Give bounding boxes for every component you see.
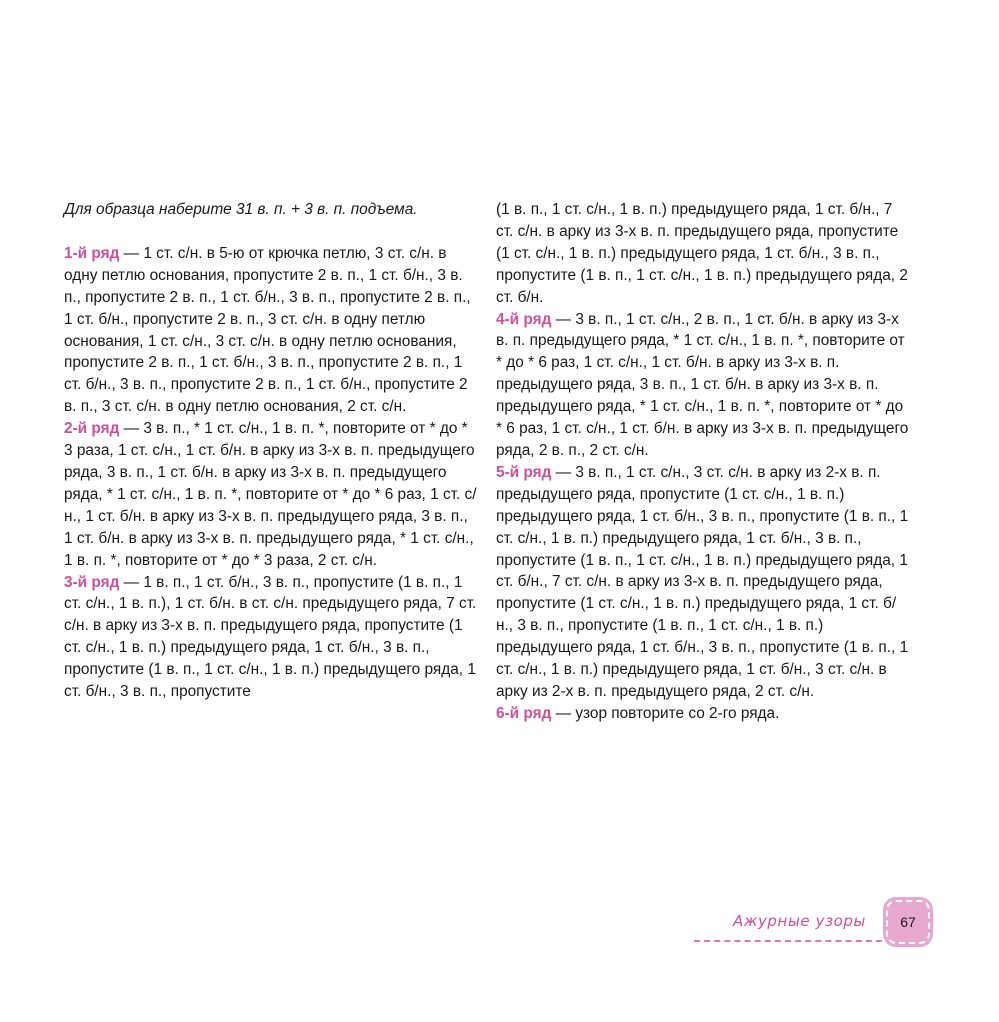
row-4-paragraph (496, 309, 910, 462)
row-1-paragraph (64, 243, 478, 418)
row-3-paragraph (64, 572, 478, 703)
intro-text: Для образца наберите 31 в. п. + 3 в. п. подъема. (64, 201, 418, 218)
row-3-label: 3-й ряд (64, 573, 120, 591)
page-number-badge (886, 900, 930, 944)
row-6-label: 6-й ряд (496, 704, 552, 722)
right-column (496, 199, 910, 725)
row-5-paragraph (496, 462, 910, 703)
page-number: 67 (900, 914, 916, 930)
row-6-paragraph (496, 703, 910, 725)
row-3-continuation: (1 в. п., 1 ст. с/н., 1 в. п.) предыдущего ряда, 1 ст. б/н., 7 ст. с/н. в арку из 3-х в. п. предыдущего ряда, пропустите (1 ст. с/н., 1 в. п.) предыдущего ряда, 1 ст. б/н., 3 в. п., пропустите (1 в. п., 1 ст. с/н., 1 в. п.) предыдущего ряда, 2 ст. б/н. (496, 201, 908, 306)
row-6-text: — узор повторите со 2-го ряда. (551, 704, 780, 722)
footer-dashed-rule (694, 940, 882, 942)
row-4-text: — 3 в. п., 1 ст. с/н., 2 в. п., 1 ст. б/н. в арку из 3-х в. п. предыдущего ряда, * 1 ст. с/н., 1 в. п. *, повторите от * до * 6 раз, 1 ст. с/н., 1 ст. б/н. в арку из 3-х в. п. предыдущего ряда, 3 в. п., 1 ст. б/н. в арку из 3-х в. п. предыдущего ряда, * 1 ст. с/н., 1 в. п. *, повторите от * до * 6 раз, 1 ст. с/н., 1 ст. б/н. в арку из 3-х в. п. предыдущего ряда, 2 в. п., 2 ст. с/н. (496, 310, 909, 459)
row-2-label: 2-й ряд (64, 420, 120, 438)
row-1-text: — 1 ст. с/н. в 5-ю от крючка петлю, 3 ст. с/н. в одну петлю основания, пропустите 2 в. п., 1 ст. б/н., 3 в. п., пропустите 2 в. п., 1 ст. б/н., 3 в. п., пропустите 2 в. п., 1 ст. б/н., пропустите 2 в. п., 3 ст. с/н. в одну петлю основания, 1 ст. с/н., 3 ст. с/н. в одну петлю основания, пропустите 2 в. п., 1 ст. б/н., 3 в. п., пропустите 2 в. п., 1 ст. б/н., 3 в. п., пропустите 2 в. п., 1 ст. б/н., пропустите 2 в. п., 3 ст. с/н. в одну петлю основания, 2 ст. с/н. (64, 244, 471, 416)
page-footer (694, 900, 930, 946)
row-1-label: 1-й ряд (64, 244, 120, 262)
row-5-label: 5-й ряд (496, 463, 552, 481)
row-5-text: — 3 в. п., 1 ст. с/н., 3 ст. с/н. в арку из 2-х в. п. предыдущего ряда, пропустите (1 ст. с/н., 1 в. п.) предыдущего ряда, 1 ст. б/н., 3 в. п., пропустите (1 в. п., 1 ст. с/н., 1 в. п.) предыдущего ряда, 1 ст. б/н., 3 в. п., пропустите (1 в. п., 1 ст. с/н., 1 в. п.) предыдущего ряда, 1 ст. б/н., 7 ст. с/н. в арку из 3-х в. п. предыдущего ряда, пропустите (1 ст. с/н., 1 в. п.) предыдущего ряда, 1 ст. б/н., 3 в. п., пропустите (1 в. п., 1 ст. с/н., 1 в. п.) предыдущего ряда, 1 ст. б/н., 3 в. п., пропустите (1 в. п., 1 ст. с/н., 1 в. п.) предыдущего ряда, 1 ст. б/н., 3 ст. с/н. в арку из 2-х в. п. предыдущего ряда, 2 ст. с/н. (496, 463, 909, 700)
row-2-text: — 3 в. п., * 1 ст. с/н., 1 в. п. *, повторите от * до * 3 раза, 1 ст. с/н., 1 ст. б/н. в арку из 3-х в. п. предыдущего ряда, 3 в. п., 1 ст. б/н. в арку из 3-х в. п. предыдущего ряда, * 1 ст. с/н., 1 в. п. *, повторите от * до * 6 раз, 1 ст. с/н., 1 ст. б/н. в арку из 3-х в. п. предыдущего ряда, 3 в. п., 1 ст. б/н. в арку из 3-х в. п. предыдущего ряда, * 1 ст. с/н., 1 в. п. *, повторите от * до * 3 раза, 2 ст. с/н. (64, 420, 477, 569)
left-column (64, 199, 478, 703)
row-2-paragraph (64, 418, 478, 571)
row-4-label: 4-й ряд (496, 310, 552, 328)
section-title: Ажурные узоры (732, 912, 866, 930)
row-3-text: — 1 в. п., 1 ст. б/н., 3 в. п., пропустите (1 в. п., 1 ст. с/н., 1 в. п.), 1 ст. б/н. в ст. с/н. предыдущего ряда, 7 ст. с/н. в арку из 3-х в. п. предыдущего ряда, пропустите (1 ст. с/н., 1 в. п.) предыдущего ряда, 1 ст. б/н., 3 в. п., пропустите (1 в. п., 1 ст. с/н., 1 в. п.) предыдущего ряда, 1 ст. б/н., 3 в. п., пропустите (64, 573, 477, 701)
